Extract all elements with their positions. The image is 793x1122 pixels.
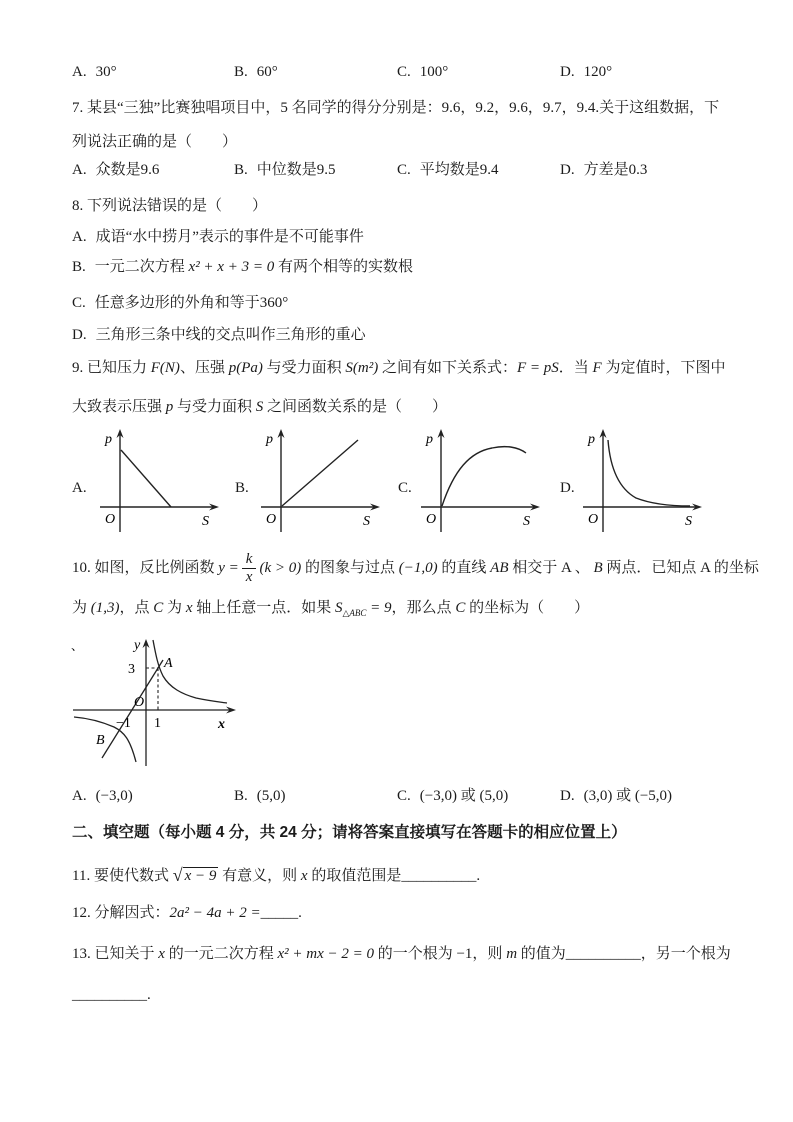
option-label: D. <box>72 327 87 343</box>
option-value: (−3,0) <box>95 788 133 804</box>
text-seg: 为 <box>72 600 91 616</box>
q9-stem-line2 <box>72 398 732 417</box>
text-seg: 的图象与过点 <box>301 559 399 576</box>
graph-d-label: D. <box>560 480 575 496</box>
option-label: D. <box>560 64 575 80</box>
line-ab: AB <box>490 559 509 576</box>
graph-c <box>416 428 546 541</box>
q8-option-b <box>72 258 732 277</box>
option-label: C. <box>397 64 411 80</box>
text-seg: ，那么点 <box>391 600 456 616</box>
text-seg: 与受力面积 <box>262 360 346 376</box>
text-seg: 为 <box>163 600 186 616</box>
q10-option-a <box>72 787 133 806</box>
text-seg: 的值为 <box>517 946 566 962</box>
text-seg: 的一个根为 −1，则 <box>373 946 507 962</box>
origin-label: O <box>266 512 277 527</box>
text-seg: . <box>147 987 151 1003</box>
y-equals: y = <box>218 559 239 576</box>
increasing-line-curve <box>282 440 358 506</box>
text-seg: 的直线 <box>437 559 491 576</box>
option-text: 有两个相等的实数根 <box>274 259 413 275</box>
option-value: 中位数是9.5 <box>256 162 336 178</box>
option-label: B. <box>234 64 248 80</box>
p-label: p <box>588 432 595 447</box>
q13-stem-line1 <box>72 945 732 964</box>
text-seg: . <box>476 868 481 884</box>
option-value: (−3,0) 或 (5,0) <box>419 788 509 804</box>
q10-option-b <box>234 787 286 806</box>
point-a-label: A <box>164 656 173 671</box>
text-seg: 13. 已知关于 <box>72 946 159 962</box>
force-symbol: F <box>592 360 602 376</box>
point-c: C <box>455 600 466 616</box>
option-label: C. <box>397 162 411 178</box>
option-value: 方差是0.3 <box>583 162 648 178</box>
origin-label: O <box>105 512 116 527</box>
option-label: C. <box>397 788 411 804</box>
text-seg: 的取值范围是 <box>307 868 402 884</box>
text-seg: 9. 已知压力 <box>72 360 151 376</box>
answer-blank: __________ <box>401 868 477 884</box>
graph-c-label: C. <box>398 480 412 496</box>
x-symbol: x <box>158 946 165 962</box>
answer-blank: __________ <box>72 987 147 1003</box>
option-value: 众数是9.6 <box>95 162 160 178</box>
q6-option-a <box>72 63 117 82</box>
graph-a-label: A. <box>72 480 87 496</box>
graph-b <box>256 428 386 541</box>
answer-blank: __________ <box>565 946 641 962</box>
q7-option-d <box>560 161 647 180</box>
option-label: B. <box>234 788 248 804</box>
option-label: A. <box>72 64 87 80</box>
y-tick-3: 3 <box>128 662 135 677</box>
graph-d <box>578 428 708 541</box>
quadratic-equation: x² + mx − 2 = 0 <box>277 946 374 962</box>
option-label: A. <box>72 788 87 804</box>
x-tick-1: 1 <box>154 716 161 731</box>
m-symbol: m <box>506 946 518 962</box>
q10-stem-line1 <box>72 551 759 585</box>
concave-increasing-curve <box>442 447 526 506</box>
text-seg: ，另一个根为 <box>640 946 731 962</box>
q7-option-c <box>397 161 499 180</box>
hyperbolic-decreasing-curve <box>608 440 690 506</box>
area-symbol: S <box>255 399 264 415</box>
point-b-label: B <box>96 733 105 748</box>
q10-option-c <box>397 787 508 806</box>
option-value: 平均数是9.4 <box>419 162 499 178</box>
text-seg: 的坐标为（ ） <box>465 600 590 616</box>
quadratic-equation: x² + x + 3 = 0 <box>188 259 275 275</box>
q6-option-b <box>234 63 278 82</box>
answer-blank: _____ <box>260 905 299 921</box>
hyperbola-branch-q1 <box>153 640 227 703</box>
q7-option-b <box>234 161 336 180</box>
triangle-abc-subscript: △ABC <box>342 608 367 618</box>
graph-b-label: B. <box>235 480 249 496</box>
text-seg: 有意义，则 <box>218 868 301 884</box>
option-label: D. <box>560 788 575 804</box>
x-axis-symbol: x <box>185 600 193 616</box>
pressure-symbol: p(Pa) <box>228 360 263 376</box>
p-label: p <box>105 432 112 447</box>
graph-a <box>95 428 225 541</box>
s-label: S <box>523 514 530 529</box>
q6-option-c <box>397 63 448 82</box>
section2-heading: 二、填空题（每小题 4 分，共 24 分；请将答案直接填写在答题卡的相应位置上） <box>72 824 627 841</box>
text-seg: 大致表示压强 <box>72 399 166 415</box>
option-label: B. <box>234 162 248 178</box>
fraction-k-over-x <box>242 552 257 585</box>
text-seg: 与受力面积 <box>173 399 256 415</box>
k-condition: (k > 0) <box>259 559 302 576</box>
option-value: 30° <box>95 64 117 80</box>
point-1-3: (1,3) <box>90 600 120 616</box>
text-seg: 11. 要使代数式 <box>72 868 173 884</box>
decreasing-line-curve <box>121 450 171 507</box>
origin-label: O <box>426 512 437 527</box>
y-axis-label: y <box>134 638 141 653</box>
text-seg: 、压强 <box>179 360 229 376</box>
q8-stem: 8. 下列说法错误的是（ ） <box>72 198 268 214</box>
q10-figure <box>70 636 240 775</box>
origin-label: O <box>588 512 599 527</box>
force-symbol: F(N) <box>150 360 180 376</box>
x-axis-label: x <box>218 717 225 732</box>
text-seg: 10. 如图，反比例函数 <box>72 559 219 576</box>
option-label: A. <box>72 229 87 245</box>
q7-option-a <box>72 161 159 180</box>
option-value: (5,0) <box>256 788 286 804</box>
option-text: 成语“水中捞月”表示的事件是不可能事件 <box>95 229 364 245</box>
option-value: 100° <box>419 64 449 80</box>
option-label: C. <box>72 295 86 311</box>
option-value: 120° <box>583 64 613 80</box>
relation-formula: F = pS <box>516 360 559 376</box>
option-value: (3,0) 或 (−5,0) <box>583 788 673 804</box>
text-seg: 相交于 A 、 <box>508 559 594 576</box>
text-seg: . <box>298 905 302 921</box>
s-label: S <box>685 514 692 529</box>
option-label: B. <box>72 259 86 275</box>
stray-mark: 、 <box>71 639 84 653</box>
text-seg: 两点．已知点 A 的坐标 <box>602 559 759 576</box>
p-label: p <box>426 432 433 447</box>
q13-stem-line2 <box>72 986 732 1005</box>
origin-label: O <box>134 695 145 710</box>
text-seg: 的一元二次方程 <box>164 946 278 962</box>
text-seg: ．当 <box>558 360 593 376</box>
option-text: 三角形三条中线的交点叫作三角形的重心 <box>95 327 366 343</box>
area-symbol: S(m²) <box>345 360 379 376</box>
s-label: S <box>363 514 370 529</box>
q6-option-d <box>560 63 612 82</box>
q9-stem-line1 <box>72 359 732 378</box>
x-tick-neg1: −1 <box>116 716 131 731</box>
text-seg: 12. 分解因式： <box>72 905 170 921</box>
text-seg: 轴上任意一点．如果 <box>192 600 335 616</box>
text-seg: ，点 <box>119 600 154 616</box>
point-c: C <box>153 600 164 616</box>
fraction-denominator: x <box>245 569 253 585</box>
radicand: x − 9 <box>184 868 217 884</box>
option-text: 一元二次方程 <box>94 259 189 275</box>
text-seg: 之间有如下关系式： <box>378 360 517 376</box>
q7-stem-line1: 7. 某县“三独”比赛独唱项目中，5 名同学的得分分别是：9.6，9.2，9.6，9.7，9.4.关于这组数据，下 <box>72 100 720 116</box>
q8-option-c <box>72 294 732 313</box>
radical-sign: √ <box>172 865 183 885</box>
pressure-symbol: p <box>165 399 174 415</box>
option-value: 60° <box>256 64 278 80</box>
text-seg: 为定值时，下图中 <box>601 360 726 376</box>
q11-stem <box>72 864 732 887</box>
fraction-numerator: k <box>242 552 257 569</box>
p-label: p <box>266 432 273 447</box>
text-seg: 之间函数关系的是（ ） <box>263 399 448 415</box>
option-text: 任意多边形的外角和等于360° <box>94 295 289 311</box>
s-label: S <box>202 514 209 529</box>
q12-stem <box>72 904 732 923</box>
x-symbol: x <box>300 868 308 884</box>
point-neg1-0: (−1,0) <box>398 559 438 576</box>
q8-option-a <box>72 228 732 247</box>
q7-stem-line2: 列说法正确的是（ ） <box>72 134 238 150</box>
option-label: D. <box>560 162 575 178</box>
point-b: B <box>593 559 603 576</box>
factoring-expression: 2a² − 4a + 2 = <box>169 905 261 921</box>
equals-nine: = 9 <box>366 600 392 616</box>
q10-option-d <box>560 787 672 806</box>
area-s-symbol: S <box>335 600 343 616</box>
q8-option-d <box>72 326 732 345</box>
q10-stem-line2 <box>72 599 732 619</box>
option-label: A. <box>72 162 87 178</box>
